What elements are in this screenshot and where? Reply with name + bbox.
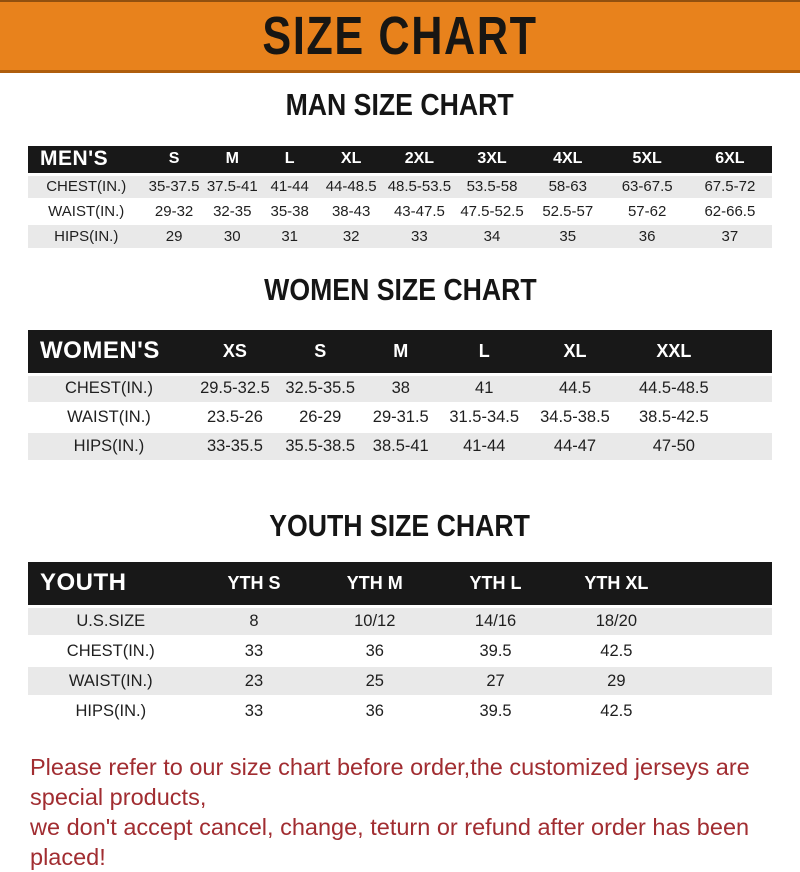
column-header: S — [314, 340, 327, 361]
row-label: CHEST(IN.) — [64, 379, 153, 398]
column-header: YTH M — [346, 572, 403, 593]
filler-cell — [677, 666, 772, 696]
cell-value: 33 — [244, 701, 264, 720]
cell-value: 33-35.5 — [206, 437, 263, 455]
cell-value: 35-38 — [270, 203, 309, 220]
cell-value: 42.5 — [600, 701, 633, 720]
table-row — [28, 174, 772, 199]
cell-value: 42.5 — [600, 641, 633, 660]
order-notice — [0, 752, 800, 872]
cell-value: 37.5-41 — [206, 178, 258, 196]
cell-value: 14/16 — [474, 611, 517, 630]
column-header: M — [225, 150, 239, 168]
cell-value: 39.5 — [479, 701, 512, 720]
column-header: 2XL — [404, 150, 435, 168]
column-header: S — [168, 150, 180, 168]
cell-value: 29-31.5 — [372, 408, 429, 426]
cell-value: 25 — [365, 671, 384, 690]
cell-value: 29 — [607, 671, 626, 690]
cell-value: 67.5-72 — [704, 178, 756, 196]
column-header: YTH S — [227, 572, 281, 593]
cell-value: 44.5 — [558, 379, 592, 398]
cell-value: 36 — [365, 641, 384, 660]
filler-cell — [677, 636, 772, 666]
table-row — [28, 666, 772, 696]
row-label: HIPS(IN.) — [75, 701, 147, 720]
row-label: U.S.SIZE — [76, 611, 146, 630]
cell-value: 35.5-38.5 — [285, 437, 356, 455]
cell-value: 30 — [223, 228, 241, 245]
youth-section-title-text: YOUTH SIZE CHART — [269, 508, 531, 543]
cell-value: 41-44 — [270, 178, 309, 196]
row-label: WAIST(IN.) — [48, 203, 125, 220]
table-row — [28, 199, 772, 224]
cell-value: 29 — [165, 228, 183, 245]
youth-section-title — [0, 508, 800, 544]
cell-value: 18/20 — [595, 611, 637, 630]
cell-value: 47.5-52.5 — [460, 203, 524, 220]
cell-value: 23.5-26 — [206, 408, 263, 426]
row-label: CHEST(IN.) — [46, 178, 127, 196]
column-header: YTH L — [469, 572, 522, 593]
filler-cell — [677, 696, 772, 726]
table-row — [28, 696, 772, 726]
column-header: XXL — [656, 340, 692, 361]
cell-value: 63-67.5 — [621, 178, 673, 196]
cell-value: 38.5-42.5 — [638, 408, 709, 426]
size-chart-banner — [0, 0, 800, 73]
cell-value: 36 — [638, 228, 656, 245]
cell-value: 48.5-53.5 — [387, 178, 452, 196]
cell-value: 32.5-35.5 — [285, 379, 356, 398]
women-section-title-text: WOMEN SIZE CHART — [263, 272, 537, 307]
page-title: SIZE CHART — [262, 6, 538, 66]
row-label: HIPS(IN.) — [73, 437, 145, 455]
column-header: XL — [563, 340, 587, 361]
column-header: 6XL — [715, 150, 745, 168]
men-table-header-row — [28, 146, 772, 174]
cell-value: 47-50 — [652, 437, 695, 455]
table-header-label: MEN'S — [40, 147, 109, 171]
cell-value: 36 — [365, 701, 384, 720]
cell-value: 39.5 — [479, 641, 512, 660]
cell-value: 31 — [281, 228, 299, 245]
row-label: CHEST(IN.) — [66, 641, 155, 660]
filler-cell — [725, 374, 772, 403]
table-row — [28, 636, 772, 666]
cell-value: 38.5-41 — [372, 437, 429, 455]
cell-value: 31.5-34.5 — [449, 408, 520, 426]
cell-value: 44-48.5 — [325, 178, 377, 196]
table-row — [28, 403, 772, 432]
youth-size-table — [28, 562, 772, 727]
cell-value: 58-63 — [548, 178, 587, 196]
cell-value: 10/12 — [354, 611, 396, 630]
men-size-table — [28, 146, 772, 250]
table-row — [28, 374, 772, 403]
cell-value: 26-29 — [299, 408, 342, 426]
cell-value: 44.5-48.5 — [638, 379, 709, 398]
cell-value: 37 — [721, 228, 739, 245]
cell-value: 27 — [486, 671, 505, 690]
youth-section — [28, 562, 772, 727]
cell-value: 57-62 — [627, 203, 667, 220]
cell-value: 35-37.5 — [148, 178, 200, 196]
table-row — [28, 606, 772, 636]
cell-value: 38-43 — [331, 203, 371, 220]
table-header-label: WOMEN'S — [40, 337, 160, 365]
cell-value: 38 — [391, 379, 410, 398]
column-header: YTH XL — [584, 572, 649, 593]
cell-value: 23 — [244, 671, 264, 690]
filler-cell — [725, 432, 772, 461]
women-table-header-row — [28, 330, 772, 374]
column-header: XL — [340, 150, 362, 168]
cell-value: 8 — [249, 611, 259, 630]
column-header: L — [284, 150, 295, 168]
column-header: 3XL — [477, 150, 507, 168]
cell-value: 35 — [559, 228, 577, 245]
row-label: WAIST(IN.) — [68, 671, 153, 690]
cell-value: 34.5-38.5 — [540, 408, 610, 426]
column-header: L — [478, 340, 490, 361]
order-notice-line1: Please refer to our size chart before order,the customized jerseys are special products, — [30, 754, 750, 810]
table-row — [28, 432, 772, 461]
cell-value: 29.5-32.5 — [200, 379, 270, 398]
cell-value: 62-66.5 — [704, 203, 756, 220]
cell-value: 44-47 — [553, 437, 597, 455]
order-notice-line2: we don't accept cancel, change, teturn or refund after order has been placed! — [30, 814, 750, 870]
filler-cell — [677, 562, 772, 606]
column-header: 4XL — [553, 150, 583, 168]
filler-cell — [677, 606, 772, 636]
cell-value: 43-47.5 — [393, 203, 445, 220]
row-label: HIPS(IN.) — [54, 228, 119, 245]
women-size-table — [28, 330, 772, 462]
women-section-title — [0, 272, 800, 308]
men-section-title — [0, 87, 800, 123]
cell-value: 29-32 — [154, 203, 194, 220]
filler-cell — [725, 330, 772, 374]
column-header: M — [393, 340, 409, 361]
table-header-label: YOUTH — [40, 569, 127, 597]
youth-table-header-row — [28, 562, 772, 606]
cell-value: 53.5-58 — [466, 178, 518, 196]
cell-value: 41 — [475, 379, 494, 398]
men-section — [28, 146, 772, 250]
women-section — [28, 330, 772, 462]
cell-value: 32 — [342, 228, 360, 245]
row-label: WAIST(IN.) — [67, 408, 151, 426]
cell-value: 32-35 — [213, 203, 252, 220]
column-header: XS — [222, 340, 247, 361]
cell-value: 33 — [411, 228, 428, 245]
cell-value: 41-44 — [463, 437, 506, 455]
men-section-title-text: MAN SIZE CHART — [285, 87, 515, 122]
cell-value: 52.5-57 — [542, 203, 594, 220]
table-row — [28, 224, 772, 249]
filler-cell — [725, 403, 772, 432]
column-header: 5XL — [632, 150, 662, 168]
cell-value: 33 — [244, 641, 264, 660]
cell-value: 34 — [483, 228, 501, 245]
